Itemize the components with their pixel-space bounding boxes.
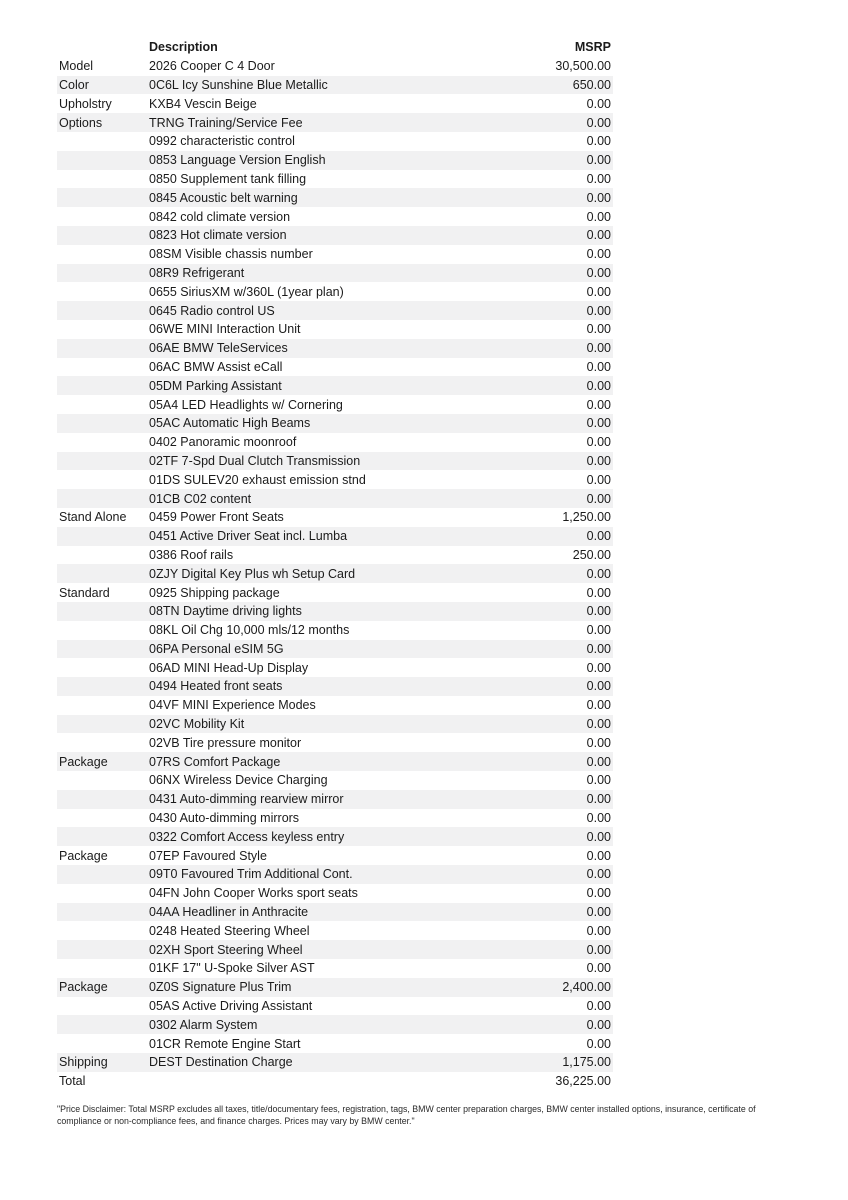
row-description: 06AC BMW Assist eCall (149, 359, 283, 374)
row-category (57, 226, 147, 245)
row-msrp: 0.00 (586, 284, 611, 299)
row-category (57, 320, 147, 339)
row-description: 0459 Power Front Seats (149, 510, 284, 525)
row-description: 0655 SiriusXM w/360L (1year plan) (149, 284, 344, 299)
row-description: 0925 Shipping package (149, 585, 280, 600)
row-description: 08R9 Refrigerant (149, 265, 245, 280)
row-description: 0842 cold climate version (149, 209, 291, 224)
table-row (57, 470, 613, 489)
row-description: 07EP Favoured Style (149, 848, 267, 863)
row-msrp: 0.00 (586, 905, 611, 920)
row-msrp: 1,250.00 (562, 510, 611, 525)
row-category (57, 771, 147, 790)
row-category (57, 733, 147, 752)
table-row (57, 602, 613, 621)
row-category (57, 640, 147, 659)
row-description: TRNG Training/Service Fee (149, 115, 303, 130)
row-category: Total (59, 1074, 86, 1089)
row-category: Color (59, 77, 89, 92)
row-category (57, 395, 147, 414)
table-row (57, 94, 613, 113)
table-row (57, 827, 613, 846)
row-msrp: 0.00 (586, 829, 611, 844)
row-category (57, 621, 147, 640)
table-row (57, 433, 613, 452)
row-msrp: 0.00 (586, 735, 611, 750)
row-msrp: 0.00 (586, 303, 611, 318)
row-description: 0845 Acoustic belt warning (149, 190, 298, 205)
row-description: 0853 Language Version English (149, 153, 326, 168)
row-category (57, 207, 147, 226)
row-category (57, 940, 147, 959)
table-row (57, 226, 613, 245)
row-description: 09T0 Favoured Trim Additional Cont. (149, 867, 353, 882)
row-category (57, 489, 147, 508)
table-row (57, 903, 613, 922)
table-row (57, 1053, 613, 1072)
row-msrp: 0.00 (586, 660, 611, 675)
row-category (57, 809, 147, 828)
table-row (57, 846, 613, 865)
row-description: 06AD MINI Head-Up Display (149, 660, 309, 675)
row-category: Shipping (59, 1055, 108, 1070)
row-msrp: 0.00 (586, 641, 611, 656)
row-description: 04VF MINI Experience Modes (149, 698, 316, 713)
table-row (57, 57, 613, 76)
table-row (57, 452, 613, 471)
table-row (57, 113, 613, 132)
row-msrp: 0.00 (586, 228, 611, 243)
row-category (57, 865, 147, 884)
row-description: 05AC Automatic High Beams (149, 416, 311, 431)
table-header (57, 38, 613, 57)
row-msrp: 0.00 (586, 1017, 611, 1032)
row-description: 0ZJY Digital Key Plus wh Setup Card (149, 566, 356, 581)
table-row (57, 339, 613, 358)
table-row (57, 188, 613, 207)
table-row (57, 564, 613, 583)
row-msrp: 0.00 (586, 773, 611, 788)
row-description: 01CR Remote Engine Start (149, 1036, 301, 1051)
row-description: 0Z0S Signature Plus Trim (149, 980, 292, 995)
row-description: 06PA Personal eSIM 5G (149, 641, 284, 656)
row-description: 01KF 17" U-Spoke Silver AST (149, 961, 315, 976)
row-msrp: 2,400.00 (562, 980, 611, 995)
row-category (57, 527, 147, 546)
table-row (57, 1015, 613, 1034)
table-row (57, 282, 613, 301)
row-msrp: 0.00 (586, 190, 611, 205)
row-description: 08SM Visible chassis number (149, 247, 313, 262)
row-msrp: 0.00 (586, 115, 611, 130)
pricing-table-container (57, 38, 613, 1091)
row-msrp: 0.00 (586, 378, 611, 393)
row-category (57, 921, 147, 940)
row-category (57, 658, 147, 677)
table-row (57, 696, 613, 715)
row-description: 0248 Heated Steering Wheel (149, 923, 310, 938)
row-msrp: 0.00 (586, 886, 611, 901)
table-row (57, 771, 613, 790)
row-category (57, 170, 147, 189)
row-msrp: 0.00 (586, 472, 611, 487)
row-msrp: 0.00 (586, 867, 611, 882)
row-description: 0302 Alarm System (149, 1017, 258, 1032)
row-msrp: 650.00 (572, 77, 611, 92)
row-msrp: 0.00 (586, 265, 611, 280)
row-category: Package (59, 980, 108, 995)
table-row (57, 809, 613, 828)
row-description: 02XH Sport Steering Wheel (149, 942, 303, 957)
row-msrp: 0.00 (586, 604, 611, 619)
table-row (57, 132, 613, 151)
row-description: 08KL Oil Chg 10,000 mls/12 months (149, 623, 350, 638)
row-msrp: 0.00 (586, 1036, 611, 1051)
row-category (57, 1034, 147, 1053)
description-column-header: Description (149, 40, 218, 55)
row-msrp: 0.00 (586, 453, 611, 468)
table-row (57, 790, 613, 809)
row-category (57, 282, 147, 301)
row-msrp: 0.00 (586, 359, 611, 374)
row-category (57, 546, 147, 565)
row-description: 0451 Active Driver Seat incl. Lumba (149, 529, 348, 544)
table-row (57, 76, 613, 95)
row-description: 04FN John Cooper Works sport seats (149, 886, 358, 901)
table-row (57, 640, 613, 659)
row-category (57, 884, 147, 903)
row-description: 0C6L Icy Sunshine Blue Metallic (149, 77, 328, 92)
row-description: 01DS SULEV20 exhaust emission stnd (149, 472, 366, 487)
table-row (57, 733, 613, 752)
row-description: 06AE BMW TeleServices (149, 341, 288, 356)
row-msrp: 0.00 (586, 416, 611, 431)
row-description: 05A4 LED Headlights w/ Cornering (149, 397, 343, 412)
row-category (57, 1015, 147, 1034)
row-category (57, 414, 147, 433)
table-row (57, 583, 613, 602)
row-msrp: 0.00 (586, 247, 611, 262)
row-description: 0850 Supplement tank filling (149, 171, 307, 186)
row-description: 01CB C02 content (149, 491, 252, 506)
row-description: 0645 Radio control US (149, 303, 275, 318)
row-category: Stand Alone (59, 510, 127, 525)
table-row (57, 978, 613, 997)
row-description: 0402 Panoramic moonroof (149, 435, 297, 450)
row-msrp: 0.00 (586, 698, 611, 713)
row-msrp: 0.00 (586, 171, 611, 186)
row-category (57, 903, 147, 922)
row-msrp: 0.00 (586, 623, 611, 638)
table-row (57, 395, 613, 414)
table-row (57, 940, 613, 959)
row-description: 0823 Hot climate version (149, 228, 287, 243)
row-description: 0386 Roof rails (149, 547, 234, 562)
price-disclaimer: "Price Disclaimer: Total MSRP excludes all taxes, title/documentary fees, registration, tags, BMW center preparation charges, BMW center installed options, insurance, certificate of compliance or non-compliance fees, and finance charges. Prices may vary by BMW center." (57, 1104, 756, 1126)
row-msrp: 0.00 (586, 96, 611, 111)
row-msrp: 30,500.00 (555, 59, 611, 74)
category-column-header (57, 38, 147, 57)
table-row (57, 884, 613, 903)
row-category: Package (59, 848, 108, 863)
table-row (57, 1072, 613, 1091)
row-msrp: 0.00 (586, 529, 611, 544)
row-msrp: 1,175.00 (562, 1055, 611, 1070)
row-msrp: 0.00 (586, 999, 611, 1014)
row-description (147, 1072, 503, 1091)
row-description: 2026 Cooper C 4 Door (149, 59, 275, 74)
row-description: 07RS Comfort Package (149, 754, 281, 769)
row-description: DEST Destination Charge (149, 1055, 293, 1070)
table-row (57, 207, 613, 226)
row-description: 04AA Headliner in Anthracite (149, 905, 309, 920)
row-category (57, 997, 147, 1016)
table-row (57, 677, 613, 696)
row-category (57, 188, 147, 207)
row-msrp: 0.00 (586, 923, 611, 938)
table-row (57, 151, 613, 170)
table-row (57, 358, 613, 377)
row-msrp: 0.00 (586, 585, 611, 600)
row-category (57, 470, 147, 489)
table-row (57, 489, 613, 508)
row-msrp: 0.00 (586, 717, 611, 732)
row-category (57, 301, 147, 320)
row-description: 06NX Wireless Device Charging (149, 773, 328, 788)
row-description: 02VB Tire pressure monitor (149, 735, 302, 750)
row-category: Model (59, 59, 94, 74)
row-category: Options (59, 115, 103, 130)
row-msrp: 0.00 (586, 341, 611, 356)
row-description: 05DM Parking Assistant (149, 378, 282, 393)
row-category (57, 151, 147, 170)
row-msrp: 0.00 (586, 566, 611, 581)
table-row (57, 301, 613, 320)
table-row (57, 245, 613, 264)
row-description: 0430 Auto-dimming mirrors (149, 811, 300, 826)
table-row (57, 376, 613, 395)
table-row (57, 320, 613, 339)
row-category (57, 132, 147, 151)
row-msrp: 0.00 (586, 491, 611, 506)
row-category (57, 376, 147, 395)
row-description: KXB4 Vescin Beige (149, 96, 257, 111)
row-category: Package (59, 754, 108, 769)
row-category (57, 339, 147, 358)
table-row (57, 621, 613, 640)
row-description: 0992 characteristic control (149, 134, 295, 149)
row-category (57, 452, 147, 471)
row-msrp: 0.00 (586, 134, 611, 149)
table-body (57, 57, 613, 1091)
row-msrp: 0.00 (586, 961, 611, 976)
row-description: 08TN Daytime driving lights (149, 604, 302, 619)
row-category (57, 677, 147, 696)
row-description: 0322 Comfort Access keyless entry (149, 829, 345, 844)
row-category (57, 433, 147, 452)
pricing-table (57, 38, 613, 1091)
row-msrp: 0.00 (586, 679, 611, 694)
row-msrp: 0.00 (586, 792, 611, 807)
row-category (57, 245, 147, 264)
row-msrp: 0.00 (586, 209, 611, 224)
table-row (57, 527, 613, 546)
msrp-column-header: MSRP (574, 40, 611, 55)
row-msrp: 0.00 (586, 942, 611, 957)
table-row (57, 170, 613, 189)
table-row (57, 414, 613, 433)
row-category (57, 715, 147, 734)
table-row (57, 264, 613, 283)
row-msrp: 0.00 (586, 811, 611, 826)
table-row (57, 959, 613, 978)
row-category (57, 827, 147, 846)
table-row (57, 546, 613, 565)
row-description: 0494 Heated front seats (149, 679, 283, 694)
row-category (57, 564, 147, 583)
row-category: Standard (59, 585, 110, 600)
row-msrp: 250.00 (572, 547, 611, 562)
row-msrp: 0.00 (586, 848, 611, 863)
row-category (57, 790, 147, 809)
row-description: 0431 Auto-dimming rearview mirror (149, 792, 344, 807)
row-category (57, 264, 147, 283)
table-row (57, 715, 613, 734)
row-description: 06WE MINI Interaction Unit (149, 322, 301, 337)
table-row (57, 508, 613, 527)
table-row (57, 752, 613, 771)
table-row (57, 1034, 613, 1053)
table-row (57, 658, 613, 677)
row-msrp: 0.00 (586, 435, 611, 450)
row-category: Upholstry (59, 96, 112, 111)
row-category (57, 959, 147, 978)
row-msrp: 0.00 (586, 322, 611, 337)
table-row (57, 997, 613, 1016)
row-category (57, 358, 147, 377)
row-msrp: 36,225.00 (555, 1074, 611, 1089)
row-category (57, 696, 147, 715)
row-msrp: 0.00 (586, 153, 611, 168)
row-category (57, 602, 147, 621)
table-row (57, 921, 613, 940)
row-msrp: 0.00 (586, 397, 611, 412)
row-description: 05AS Active Driving Assistant (149, 999, 313, 1014)
row-description: 02TF 7-Spd Dual Clutch Transmission (149, 453, 361, 468)
row-msrp: 0.00 (586, 754, 611, 769)
table-row (57, 865, 613, 884)
row-description: 02VC Mobility Kit (149, 717, 245, 732)
